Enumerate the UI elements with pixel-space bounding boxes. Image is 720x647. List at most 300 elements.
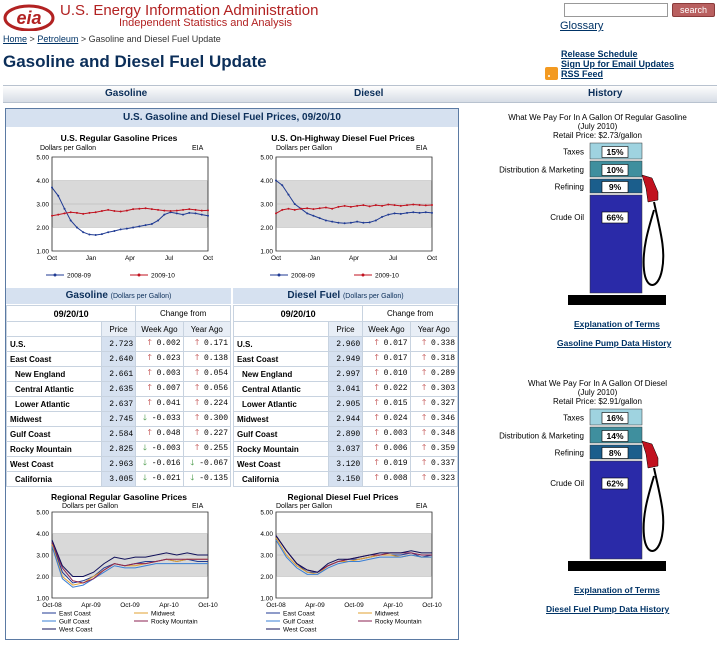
table-row xyxy=(7,397,231,412)
column-header: Price xyxy=(328,322,362,337)
pump-percent: 16% xyxy=(606,413,624,423)
legend-label: Rocky Mountain xyxy=(375,618,422,626)
diesel-section-title: Diesel Fuel xyxy=(287,290,341,301)
arrow-up-icon: 🡑 xyxy=(422,399,427,408)
year-change-cell: 🡑 0.056 xyxy=(183,382,230,397)
x-tick-label: Jul xyxy=(164,255,174,262)
main-panel xyxy=(5,108,459,640)
legend-label: Midwest xyxy=(375,610,399,618)
y-tick-label: 4.00 xyxy=(36,178,49,185)
y-tick-label: 5.00 xyxy=(260,509,273,517)
y-tick-label: 2.00 xyxy=(36,574,49,581)
legend-label: West Coast xyxy=(59,626,93,634)
price-cell: 3.037 xyxy=(328,442,362,457)
region-label: California xyxy=(7,472,102,487)
x-tick-label: Apr xyxy=(124,255,136,262)
table-date: 09/20/10 xyxy=(7,306,136,322)
price-cell: 3.150 xyxy=(328,472,362,487)
data-point xyxy=(207,215,209,217)
year-change-cell: 🡓 -0.135 xyxy=(183,472,230,487)
breadcrumb xyxy=(3,34,221,44)
table-row xyxy=(7,457,231,472)
hose-icon xyxy=(644,202,664,285)
price-cell: 2.723 xyxy=(101,337,135,352)
pump-label: Distribution & Marketing xyxy=(499,165,584,175)
diesel-price-table xyxy=(233,305,458,487)
year-change-cell: 🡓 -0.067 xyxy=(183,457,230,472)
breadcrumb-petroleum[interactable]: Petroleum xyxy=(37,34,79,44)
breadcrumb-sep: > xyxy=(80,34,87,44)
arrow-down-icon: 🡓 xyxy=(190,459,195,468)
hose-icon xyxy=(644,468,664,551)
data-point xyxy=(101,233,103,235)
data-point xyxy=(406,204,408,206)
y-tick-label: 3.00 xyxy=(36,552,49,560)
week-change-cell: 🡑 0.003 xyxy=(136,367,183,382)
legend-label: Gulf Coast xyxy=(283,618,314,626)
data-point xyxy=(51,215,53,217)
explanation-terms-link[interactable]: Explanation of Terms xyxy=(574,585,660,595)
pump-percent: 10% xyxy=(606,165,624,175)
pump-label: Refining xyxy=(554,448,584,458)
breadcrumb-home[interactable]: Home xyxy=(3,34,28,44)
data-point xyxy=(101,210,103,212)
data-point xyxy=(425,204,427,206)
data-point xyxy=(201,210,203,212)
data-point xyxy=(281,209,283,211)
y-tick-label: 3.00 xyxy=(260,201,273,209)
pump-title: What We Pay For In A Gallon Of Diesel xyxy=(527,379,668,388)
table-row xyxy=(234,427,458,442)
data-point xyxy=(425,211,427,213)
price-cell: 2.949 xyxy=(328,352,362,367)
price-cell: 2.640 xyxy=(101,352,135,367)
chart-unit: Dollars per Gallon xyxy=(276,145,333,152)
data-point xyxy=(344,205,346,207)
pump-percent: 15% xyxy=(606,147,624,157)
data-point xyxy=(356,205,358,207)
rss-link[interactable]: RSS Feed xyxy=(561,69,604,79)
arrow-up-icon: 🡑 xyxy=(374,429,379,438)
region-label: U.S. xyxy=(234,337,329,352)
year-change-cell: 🡑 0.227 xyxy=(183,427,230,442)
data-point xyxy=(201,214,203,216)
price-cell: 2.637 xyxy=(101,397,135,412)
week-change-cell: 🡑 0.015 xyxy=(363,397,410,412)
price-cell: 2.905 xyxy=(328,397,362,412)
year-change-cell: 🡑 0.138 xyxy=(183,352,230,367)
table-row xyxy=(7,442,231,457)
data-point xyxy=(337,206,339,208)
blank-header xyxy=(234,322,329,337)
week-change-cell: 🡓 -0.021 xyxy=(136,472,183,487)
data-point xyxy=(63,212,65,214)
data-point xyxy=(419,204,421,206)
data-point xyxy=(107,231,109,233)
year-change-cell: 🡑 0.327 xyxy=(410,397,457,412)
year-change-cell: 🡑 0.255 xyxy=(183,442,230,457)
column-header: Week Ago xyxy=(363,322,410,337)
x-tick-label: Oct xyxy=(270,255,282,262)
x-tick-label: Oct-10 xyxy=(198,602,218,609)
region-label: U.S. xyxy=(7,337,102,352)
data-point xyxy=(170,210,172,212)
diesel-pump-history-link[interactable]: Diesel Fuel Pump Data History xyxy=(546,604,670,614)
x-tick-label: Oct xyxy=(202,255,214,262)
arrow-up-icon: 🡑 xyxy=(374,414,379,423)
region-label: West Coast xyxy=(7,457,102,472)
arrow-up-icon: 🡑 xyxy=(374,354,379,363)
legend-label: 2009-10 xyxy=(151,272,175,280)
nav-history[interactable]: History xyxy=(588,88,623,99)
x-tick-label: Oct-09 xyxy=(120,602,140,609)
price-cell: 2.960 xyxy=(328,337,362,352)
gasoline-unit: (Dollars per Gallon) xyxy=(110,293,172,300)
x-tick-label: Apr-09 xyxy=(305,602,325,609)
price-cell: 3.005 xyxy=(101,472,135,487)
x-tick-label: Oct xyxy=(46,255,58,262)
year-change-cell: 🡑 0.359 xyxy=(410,442,457,457)
diesel-section-header xyxy=(233,288,458,304)
blank-header xyxy=(7,322,102,337)
table-row xyxy=(234,382,458,397)
chart-source: EIA xyxy=(416,145,428,152)
x-tick-label: Oct-10 xyxy=(422,602,442,609)
data-point xyxy=(381,216,383,218)
x-tick-label: Apr xyxy=(348,255,360,262)
legend-label: Gulf Coast xyxy=(59,618,90,626)
data-point xyxy=(275,180,277,182)
data-point xyxy=(195,209,197,211)
search-input[interactable] xyxy=(564,3,668,17)
x-tick-label: Jan xyxy=(309,255,321,262)
year-change-cell: 🡑 0.300 xyxy=(183,412,230,427)
nozzle-icon xyxy=(642,441,658,468)
arrow-up-icon: 🡑 xyxy=(422,474,427,483)
data-point xyxy=(287,194,289,196)
pump-price: Retail Price: $2.91/gallon xyxy=(553,397,642,406)
diesel-chart xyxy=(238,133,448,283)
data-point xyxy=(375,204,377,206)
region-label: New England xyxy=(234,367,329,382)
week-change-cell: 🡑 0.017 xyxy=(363,337,410,352)
x-tick-label: Oct-08 xyxy=(266,602,286,609)
year-change-cell: 🡑 0.054 xyxy=(183,367,230,382)
week-change-cell: 🡑 0.017 xyxy=(363,352,410,367)
week-change-cell: 🡑 0.024 xyxy=(363,412,410,427)
week-change-cell: 🡓 -0.033 xyxy=(136,412,183,427)
eia-logo[interactable] xyxy=(3,3,55,31)
region-label: Gulf Coast xyxy=(7,427,102,442)
chart-source: EIA xyxy=(192,503,204,510)
data-point xyxy=(275,212,277,214)
region-label: Lower Atlantic xyxy=(7,397,102,412)
release-schedule-link[interactable]: Release Schedule xyxy=(561,49,638,59)
data-point xyxy=(325,219,327,221)
week-change-cell: 🡑 0.048 xyxy=(136,427,183,442)
arrow-up-icon: 🡑 xyxy=(195,339,200,348)
data-point xyxy=(70,219,72,221)
arrow-up-icon: 🡑 xyxy=(374,474,379,483)
change-from-header: Change from xyxy=(363,306,458,322)
chart-source: EIA xyxy=(416,503,428,510)
arrow-down-icon: 🡓 xyxy=(142,414,147,423)
data-point xyxy=(319,217,321,219)
data-point xyxy=(400,213,402,215)
column-header: Price xyxy=(101,322,135,337)
data-point xyxy=(145,207,147,209)
data-point xyxy=(82,213,84,215)
x-tick-label: Jan xyxy=(85,255,97,262)
pump-label: Crude Oil xyxy=(550,213,584,222)
y-tick-label: 1.00 xyxy=(36,595,49,603)
y-tick-label: 4.00 xyxy=(36,531,49,538)
data-point xyxy=(356,221,358,223)
arrow-up-icon: 🡑 xyxy=(374,444,379,453)
data-point xyxy=(195,212,197,214)
data-point xyxy=(419,212,421,214)
y-tick-label: 3.00 xyxy=(260,552,273,560)
glossary-link[interactable]: Glossary xyxy=(560,20,604,32)
y-tick-label: 4.00 xyxy=(260,178,273,185)
data-point xyxy=(406,212,408,214)
price-cell: 2.745 xyxy=(101,412,135,427)
data-point xyxy=(431,212,433,214)
year-change-cell: 🡑 0.348 xyxy=(410,427,457,442)
table-row xyxy=(234,472,458,487)
data-point xyxy=(412,203,414,205)
explanation-terms-link[interactable]: Explanation of Terms xyxy=(574,319,660,329)
gasoline-pump-history-link[interactable]: Gasoline Pump Data History xyxy=(557,338,672,348)
data-point xyxy=(188,212,190,214)
data-point xyxy=(362,222,364,224)
data-point xyxy=(375,219,377,221)
year-change-cell: 🡑 0.224 xyxy=(183,397,230,412)
pump-label: Refining xyxy=(554,182,584,192)
nav-gasoline[interactable]: Gasoline xyxy=(105,88,148,99)
region-label: East Coast xyxy=(7,352,102,367)
chart-title: Regional Regular Gasoline Prices xyxy=(50,492,188,502)
year-change-cell: 🡑 0.346 xyxy=(410,412,457,427)
pump-percent: 9% xyxy=(608,182,622,192)
year-change-cell: 🡑 0.289 xyxy=(410,367,457,382)
arrow-up-icon: 🡑 xyxy=(374,369,379,378)
table-row xyxy=(234,397,458,412)
pump-percent: 8% xyxy=(608,448,622,458)
data-point xyxy=(207,209,209,211)
arrow-up-icon: 🡑 xyxy=(195,399,200,408)
legend-label: East Coast xyxy=(283,610,315,618)
data-point xyxy=(312,208,314,210)
table-row xyxy=(234,337,458,352)
arrow-down-icon: 🡓 xyxy=(142,459,147,468)
x-tick-label: Oct-09 xyxy=(344,602,364,609)
main-panel-title: U.S. Gasoline and Diesel Fuel Prices, 09/20/10 xyxy=(6,109,458,127)
column-header: Year Ago xyxy=(410,322,457,337)
table-row xyxy=(7,382,231,397)
gasoline-table xyxy=(6,305,231,487)
arrow-up-icon: 🡑 xyxy=(422,384,427,393)
arrow-up-icon: 🡑 xyxy=(374,459,379,468)
rss-icon[interactable] xyxy=(545,67,558,80)
pump-price: Retail Price: $2.73/gallon xyxy=(553,131,642,140)
pump-base xyxy=(568,295,666,305)
y-tick-label: 1.00 xyxy=(260,595,273,603)
data-point xyxy=(63,208,65,210)
data-point xyxy=(362,204,364,206)
arrow-up-icon: 🡑 xyxy=(374,339,379,348)
pump-label: Taxes xyxy=(563,147,584,157)
legend-label: 2008-09 xyxy=(291,272,315,280)
nav-diesel[interactable]: Diesel xyxy=(354,88,384,99)
data-point xyxy=(157,209,159,211)
week-change-cell: 🡑 0.022 xyxy=(363,382,410,397)
region-label: Midwest xyxy=(7,412,102,427)
agency-name: U.S. Energy Information Administration xyxy=(60,2,319,19)
data-point xyxy=(369,221,371,223)
arrow-down-icon: 🡓 xyxy=(142,474,147,483)
y-tick-label: 3.00 xyxy=(36,201,49,209)
y-tick-label: 2.00 xyxy=(260,574,273,581)
data-point xyxy=(76,212,78,214)
arrow-up-icon: 🡑 xyxy=(147,354,152,363)
table-row xyxy=(7,352,231,367)
pump-percent: 62% xyxy=(606,478,624,489)
year-change-cell: 🡑 0.171 xyxy=(183,337,230,352)
legend-label: Midwest xyxy=(151,610,175,618)
chart-plot xyxy=(238,492,448,638)
year-change-cell: 🡑 0.303 xyxy=(410,382,457,397)
price-cell: 2.963 xyxy=(101,457,135,472)
y-tick-label: 1.00 xyxy=(36,248,49,256)
data-point xyxy=(57,195,59,197)
week-change-cell: 🡑 0.023 xyxy=(136,352,183,367)
data-point xyxy=(138,208,140,210)
x-tick-label: Apr-10 xyxy=(159,602,179,609)
price-cell: 3.120 xyxy=(328,457,362,472)
data-point xyxy=(182,209,184,211)
year-change-cell: 🡑 0.318 xyxy=(410,352,457,367)
data-point xyxy=(126,210,128,212)
pump-segment xyxy=(590,195,642,293)
arrow-up-icon: 🡑 xyxy=(195,384,200,393)
data-point xyxy=(120,211,122,213)
table-row xyxy=(234,457,458,472)
data-point xyxy=(294,209,296,211)
page-title: Gasoline and Diesel Fuel Update xyxy=(3,52,267,71)
data-point xyxy=(300,208,302,210)
data-point xyxy=(337,222,339,224)
chart-unit: Dollars per Gallon xyxy=(276,503,333,510)
x-tick-label: Jul xyxy=(388,255,398,262)
arrow-down-icon: 🡓 xyxy=(190,474,195,483)
data-point xyxy=(350,222,352,224)
price-cell: 2.890 xyxy=(328,427,362,442)
chart-title: Regional Diesel Fuel Prices xyxy=(287,492,399,502)
svg-text:eia: eia xyxy=(16,8,42,28)
nav-bar xyxy=(3,85,717,103)
pump-label: Distribution & Marketing xyxy=(499,431,584,441)
legend-label: West Coast xyxy=(283,626,317,634)
pump-base xyxy=(568,561,666,571)
price-cell: 2.997 xyxy=(328,367,362,382)
diesel-pump-panel xyxy=(480,379,715,619)
data-point xyxy=(331,221,333,223)
arrow-up-icon: 🡑 xyxy=(195,414,200,423)
right-links xyxy=(561,49,674,79)
regional-gasoline-chart xyxy=(14,492,224,638)
data-point xyxy=(294,203,296,205)
region-label: Midwest xyxy=(234,412,329,427)
data-point xyxy=(387,203,389,205)
data-point xyxy=(132,227,134,229)
x-tick-label: Oct-08 xyxy=(42,602,62,609)
data-point xyxy=(151,208,153,210)
data-point xyxy=(95,234,97,236)
week-change-cell: 🡑 0.007 xyxy=(136,382,183,397)
year-change-cell: 🡑 0.337 xyxy=(410,457,457,472)
week-change-cell: 🡑 0.002 xyxy=(136,337,183,352)
data-point xyxy=(331,208,333,210)
y-tick-label: 5.00 xyxy=(36,154,49,162)
arrow-up-icon: 🡑 xyxy=(195,369,200,378)
arrow-up-icon: 🡑 xyxy=(147,384,152,393)
data-point xyxy=(113,210,115,212)
data-point xyxy=(70,211,72,213)
breadcrumb-current: Gasoline and Diesel Fuel Update xyxy=(88,34,221,44)
x-tick-label: Apr-10 xyxy=(383,602,403,609)
chart-unit: Dollars per Gallon xyxy=(40,145,97,152)
price-cell: 2.635 xyxy=(101,382,135,397)
price-cell: 2.825 xyxy=(101,442,135,457)
region-label: Central Atlantic xyxy=(234,382,329,397)
region-label: Rocky Mountain xyxy=(7,442,102,457)
price-cell: 2.661 xyxy=(101,367,135,382)
data-point xyxy=(400,205,402,207)
pump-label: Taxes xyxy=(563,413,584,423)
data-point xyxy=(157,219,159,221)
pump-label: Crude Oil xyxy=(550,479,584,488)
arrow-up-icon: 🡑 xyxy=(422,414,427,423)
email-signup-link[interactable]: Sign Up for Email Updates xyxy=(561,59,675,69)
data-point xyxy=(145,224,147,226)
legend-marker xyxy=(278,274,281,277)
table-row xyxy=(234,442,458,457)
data-point xyxy=(132,208,134,210)
data-point xyxy=(281,184,283,186)
region-label: New England xyxy=(7,367,102,382)
gasoline-section-title: Gasoline xyxy=(65,290,108,301)
week-change-cell: 🡑 0.010 xyxy=(363,367,410,382)
agency-tagline: Independent Statistics and Analysis xyxy=(119,17,293,29)
arrow-up-icon: 🡑 xyxy=(374,399,379,408)
chart-title: U.S. On-Highway Diesel Fuel Prices xyxy=(271,133,415,143)
data-point xyxy=(113,230,115,232)
week-change-cell: 🡑 0.006 xyxy=(363,442,410,457)
data-point xyxy=(312,215,314,217)
search-button[interactable]: search xyxy=(672,3,715,17)
y-tick-label: 5.00 xyxy=(260,154,273,162)
data-point xyxy=(126,228,128,230)
y-tick-label: 5.00 xyxy=(36,509,49,517)
legend-label: East Coast xyxy=(59,610,91,618)
arrow-up-icon: 🡑 xyxy=(422,339,427,348)
chart-title: U.S. Regular Gasoline Prices xyxy=(60,133,178,143)
table-row xyxy=(7,427,231,442)
arrow-up-icon: 🡑 xyxy=(422,444,427,453)
region-label: West Coast xyxy=(234,457,329,472)
x-tick-label: Oct xyxy=(426,255,438,262)
